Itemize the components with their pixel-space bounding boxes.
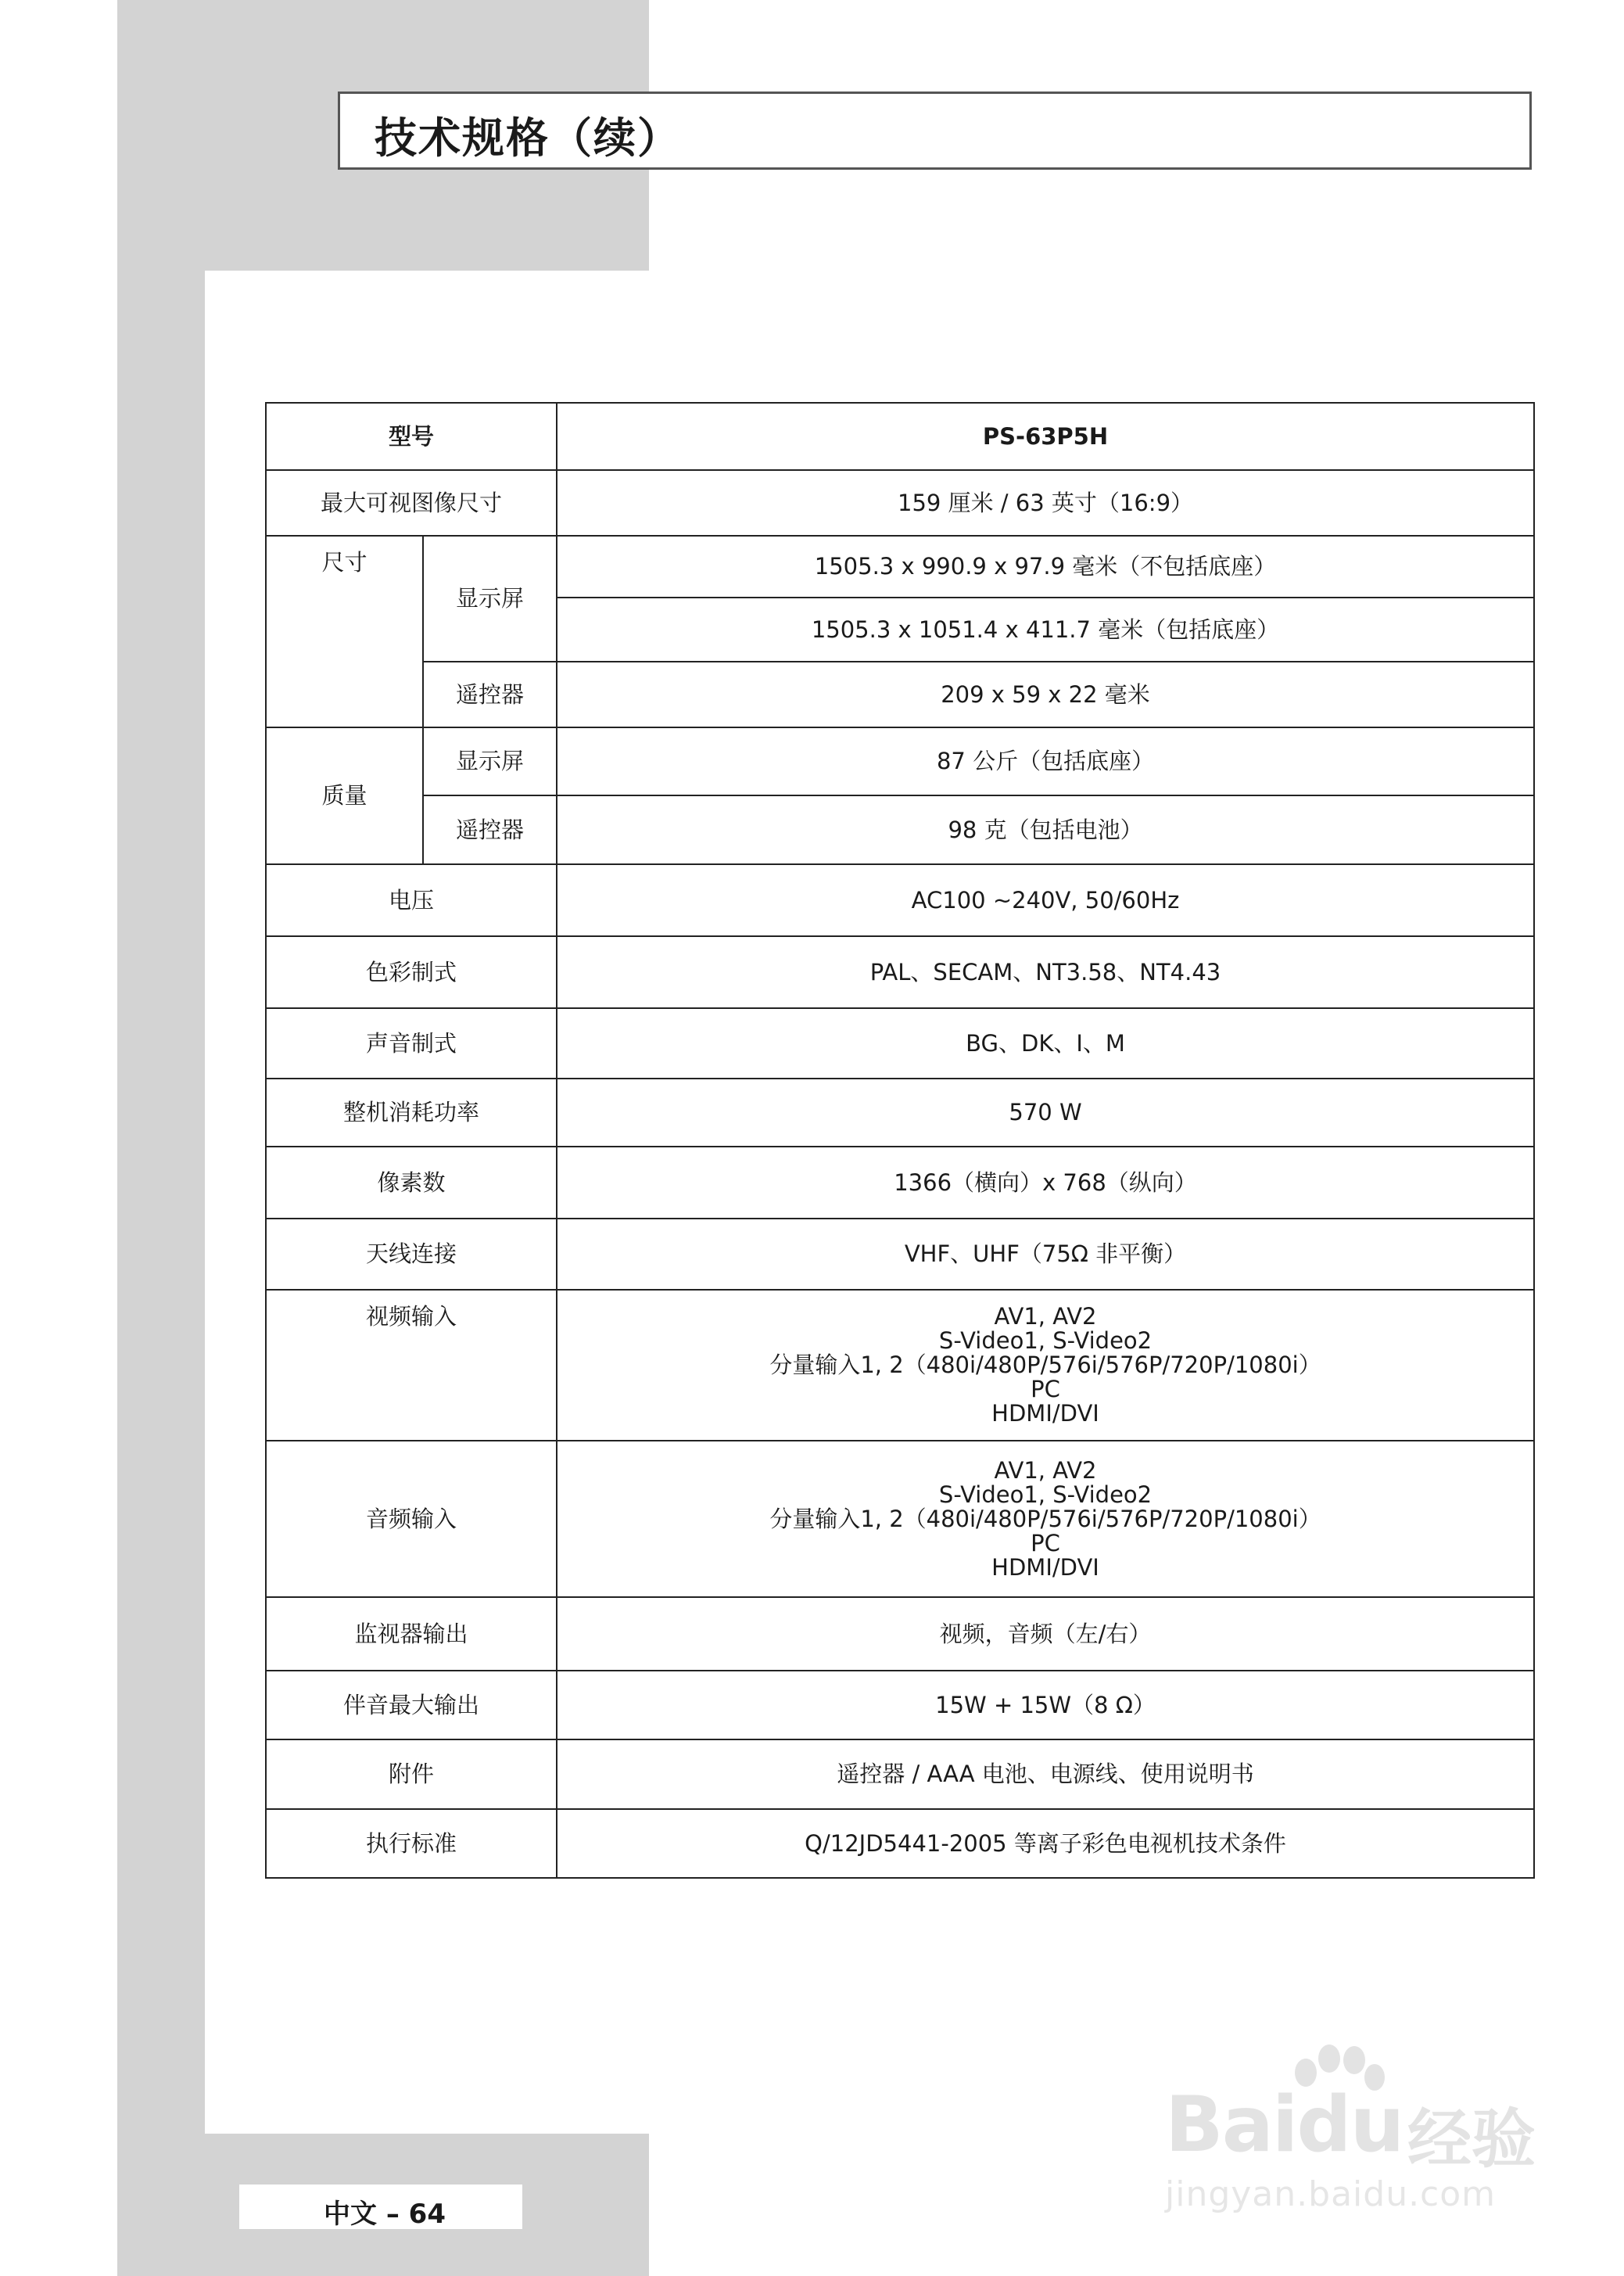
pixels-label: 像素数 [266, 1147, 557, 1219]
weight-label: 质量 [266, 727, 423, 864]
remote-weight-value: 98 克（包括电池） [557, 795, 1534, 864]
page-number: 中文 – 64 [324, 2199, 446, 2230]
dimensions-remote-label: 遥控器 [423, 662, 557, 727]
video-input-line: AV1, AV2 [994, 1303, 1097, 1330]
spec-table [265, 402, 1535, 1879]
table-row [266, 403, 1534, 470]
audio-input-label: 音频输入 [266, 1441, 557, 1597]
watermark-url: jingyan.baidu.com [1165, 2174, 1497, 2214]
monitor-output-value: 视频，音频（左/右） [557, 1597, 1534, 1671]
table-row [266, 470, 1534, 536]
audio-input-line: 分量输入1, 2（480i/480P/576i/576P/720P/1080i） [769, 1505, 1321, 1532]
sound-system-label: 声音制式 [266, 1008, 557, 1079]
audio-input-line: AV1, AV2 [994, 1456, 1097, 1484]
antenna-label: 天线连接 [266, 1219, 557, 1290]
table-row [266, 536, 1534, 598]
table-row [266, 1079, 1534, 1147]
monitor-output-label: 监视器输出 [266, 1597, 557, 1671]
table-row [266, 1597, 1534, 1671]
table-row [266, 727, 1534, 795]
baidu-jingyan-watermark [1142, 2026, 1548, 2214]
table-row [266, 1147, 1534, 1219]
table-row [266, 1219, 1534, 1290]
page-number-box [239, 2184, 522, 2229]
accessories-label: 附件 [266, 1739, 557, 1809]
title-box [338, 92, 1532, 170]
gray-left-margin [117, 0, 205, 2276]
audio-input-line: S-Video1, S-Video2 [938, 1481, 1153, 1508]
max-image-label: 最大可视图像尺寸 [266, 470, 557, 536]
table-row [266, 1441, 1534, 1597]
dimensions-label: 尺寸 [266, 536, 423, 727]
pixels-value: 1366（横向）x 768（纵向） [557, 1147, 1534, 1219]
max-audio-label: 伴音最大输出 [266, 1671, 557, 1739]
video-input-label: 视频输入 [266, 1290, 557, 1441]
table-row [266, 1290, 1534, 1441]
weight-remote-label: 遥控器 [423, 795, 557, 864]
display-size-without-stand: 1505.3 x 990.9 x 97.9 毫米（不包括底座） [557, 536, 1534, 598]
model-value: PS-63P5H [557, 403, 1534, 470]
max-image-value: 159 厘米 / 63 英寸（16:9） [557, 470, 1534, 536]
color-system-value: PAL、SECAM、NT3.58、NT4.43 [557, 936, 1534, 1008]
watermark-logo: Baidu [1165, 2080, 1404, 2170]
video-input-value [557, 1290, 1534, 1441]
remote-size-value: 209 x 59 x 22 毫米 [557, 662, 1534, 727]
color-system-label: 色彩制式 [266, 936, 557, 1008]
model-label: 型号 [266, 403, 557, 470]
video-input-line: S-Video1, S-Video2 [938, 1327, 1153, 1354]
table-row [266, 795, 1534, 864]
accessories-value: 遥控器 / AAA 电池、电源线、使用说明书 [557, 1739, 1534, 1809]
sound-system-value: BG、DK、I、M [557, 1008, 1534, 1079]
table-row [266, 1008, 1534, 1079]
standard-value: Q/12JD5441-2005 等离子彩色电视机技术条件 [557, 1809, 1534, 1878]
power-value: 570 W [557, 1079, 1534, 1147]
table-row [266, 662, 1534, 727]
video-input-line: PC [1031, 1376, 1060, 1402]
audio-input-value [557, 1441, 1534, 1597]
voltage-label: 电压 [266, 864, 557, 936]
standard-label: 执行标准 [266, 1809, 557, 1878]
table-row [266, 1809, 1534, 1878]
antenna-value: VHF、UHF（75Ω 非平衡） [557, 1219, 1534, 1290]
power-label: 整机消耗功率 [266, 1079, 557, 1147]
table-row [266, 864, 1534, 936]
max-audio-value: 15W + 15W（8 Ω） [557, 1671, 1534, 1739]
display-size-with-stand: 1505.3 x 1051.4 x 411.7 毫米（包括底座） [557, 598, 1534, 662]
video-input-line: HDMI/DVI [991, 1400, 1099, 1427]
weight-display-label: 显示屏 [423, 727, 557, 795]
table-row [266, 1739, 1534, 1809]
dimensions-display-label: 显示屏 [423, 536, 557, 662]
display-weight-value: 87 公斤（包括底座） [557, 727, 1534, 795]
video-input-line: 分量输入1, 2（480i/480P/576i/576P/720P/1080i） [769, 1352, 1321, 1378]
watermark-text: 经验 [1407, 2102, 1536, 2177]
table-row [266, 1671, 1534, 1739]
table-row [266, 936, 1534, 1008]
page-title: 技术规格（续） [375, 113, 681, 163]
voltage-value: AC100 ~240V, 50/60Hz [557, 864, 1534, 936]
audio-input-line: PC [1031, 1529, 1060, 1556]
audio-input-line: HDMI/DVI [991, 1553, 1099, 1581]
